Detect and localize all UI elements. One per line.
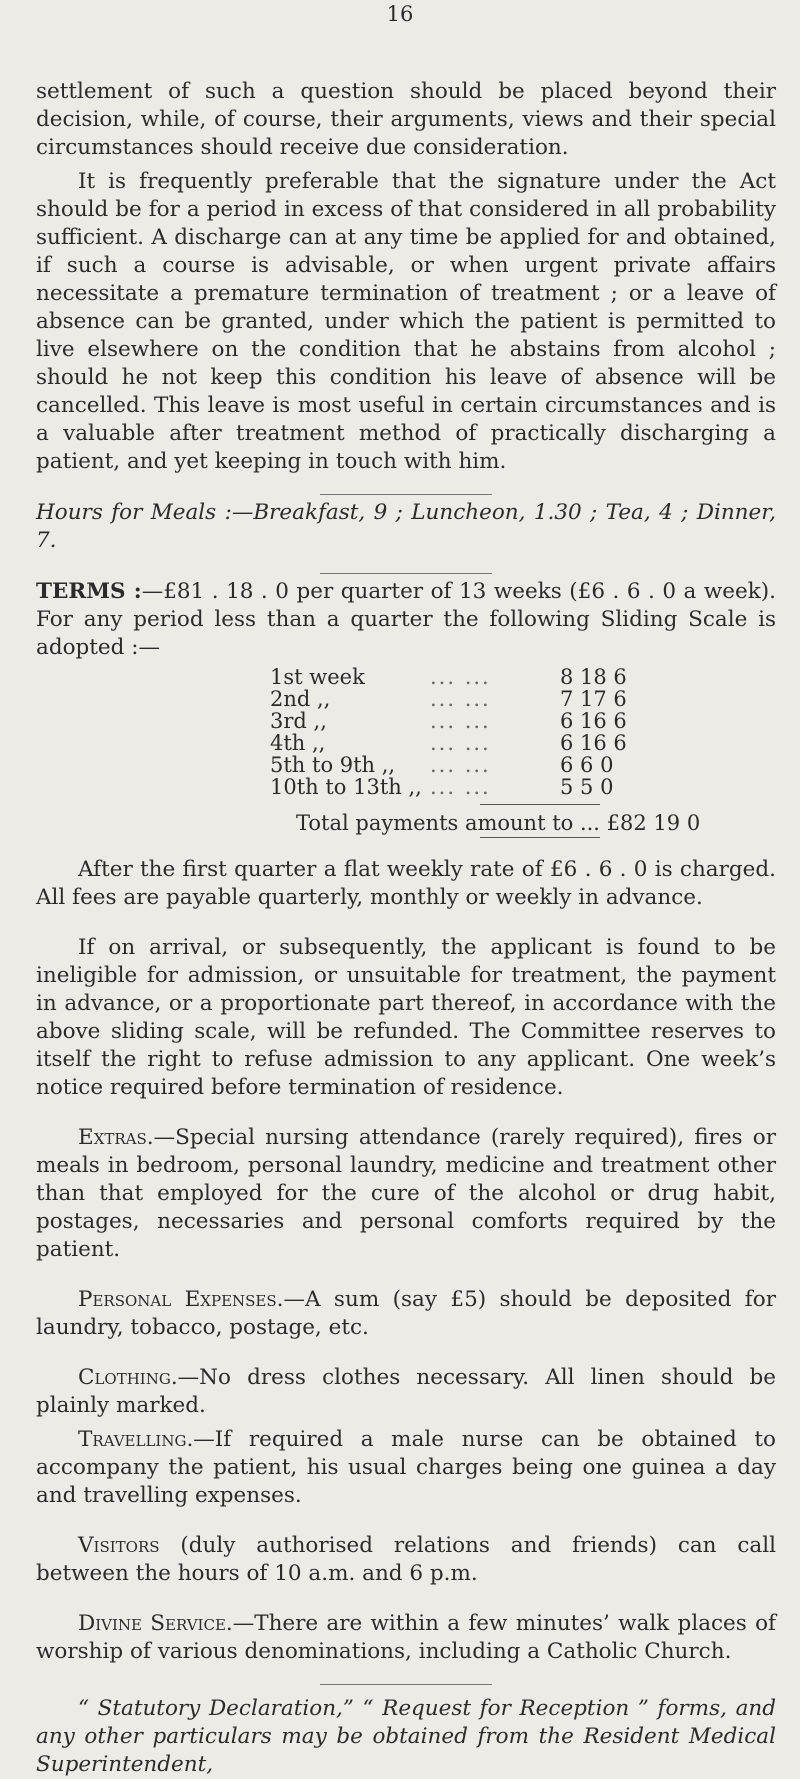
- document-body: [36, 78, 776, 1779]
- table-row: 10th to 13th ,, ... ... 5 5 0: [270, 775, 614, 799]
- paragraph-signature: It is frequently preferable that the signature under the Act should be for a period in excess of that considered in all probability sufficient. A discharge can at any time be applied for and obtained, if such a course is advisable, or when urgent private affairs necessitate a premature termination of treatment ; or a leave of absence can be granted, under which the patient is permitted to live elsewhere on the condition that he abstains from alcohol ; should he not keep this condition his leave of absence will be cancelled. This leave is most useful in certain circumstances and is a valuable after treatment method of practically discharging a patient, and yet keeping in touch with him.: [36, 169, 776, 474]
- table-row: 5th to 9th ,, ... ... 6 6 0: [270, 753, 614, 777]
- total-rule: [480, 837, 600, 838]
- paragraph-personal-expenses: Personal Expenses.—A sum (say £5) should be deposited for laundry, tobacco, postage, etc.: [36, 1287, 776, 1340]
- total-line: [296, 811, 776, 835]
- paragraph-clothing: Clothing.—No dress clothes necessary. All linen should be plainly marked.: [36, 1365, 776, 1418]
- terms-paragraph: [36, 578, 776, 662]
- total-amount: £82 19 0: [606, 811, 701, 835]
- table-row: 3rd ,, ... ... 6 16 6: [270, 709, 627, 733]
- table-row: 4th ,, ... ... 6 16 6: [270, 731, 627, 755]
- table-row: 2nd ,, ... ... 7 17 6: [270, 687, 627, 711]
- paragraph-settlement: settlement of such a question should be placed beyond their decision, while, of course, their arguments, views and their special circumstances should receive due consideration.: [36, 79, 776, 160]
- paragraph-visitors: Visitors (duly authorised relations and friends) can call between the hours of 10 a.m. and 6 p.m.: [36, 1533, 776, 1586]
- paragraph-after-quarter: After the first quarter a flat weekly rate of £6 . 6 . 0 is charged. All fees are payable quarterly, monthly or weekly in advance.: [36, 857, 776, 910]
- paragraph-arrival: If on arrival, or subsequently, the applicant is found to be ineligible for admission, or unsuitable for treatment, the payment in advance, or a proportionate part thereof, in accordance with the above sliding scale, will be refunded. The Committee reserves to itself the right to refuse admission to any applicant. One week’s notice required before termination of residence.: [36, 935, 776, 1100]
- paragraph-extras: Extras.—Special nursing attendance (rarely required), fires or meals in bedroom, personal laundry, medicine and treatment other than that employed for the cure of the alcohol or drug habit, postages, necessaries and personal comforts required by the patient.: [36, 1125, 776, 1262]
- table-row: 1st week ... ... 8 18 6: [270, 665, 627, 689]
- section-divider: [320, 1684, 492, 1685]
- total-label: Total payments amount to ...: [296, 811, 600, 835]
- terms-heading: TERMS :: [36, 579, 142, 604]
- page-number: 16: [386, 2, 414, 26]
- sliding-scale-table: [270, 666, 776, 798]
- paragraph-travelling: Travelling.—If required a male nurse can be obtained to accompany the patient, his usual charges being one guinea a day and travelling expenses.: [36, 1427, 776, 1508]
- section-divider: [320, 573, 492, 574]
- hours-for-meals: Hours for Meals :—Breakfast, 9 ; Luncheon, 1.30 ; Tea, 4 ; Dinner, 7.: [36, 500, 776, 553]
- paragraph-divine-service: Divine Service.—There are within a few minutes’ walk places of worship of various denominations, including a Catholic Church.: [36, 1611, 776, 1664]
- paragraph-closing: “ Statutory Declaration,” “ Request for Reception ” forms, and any other particulars may be obtained from the Resident Medical Superintendent,: [36, 1696, 776, 1777]
- terms-body: —£81 . 18 . 0 per quarter of 13 weeks (£6 . 6 . 0 a week). For any period less than a quarter the following Sliding Scale is adopted :—: [36, 579, 776, 660]
- total-rule: [480, 804, 600, 805]
- section-divider: [320, 494, 492, 495]
